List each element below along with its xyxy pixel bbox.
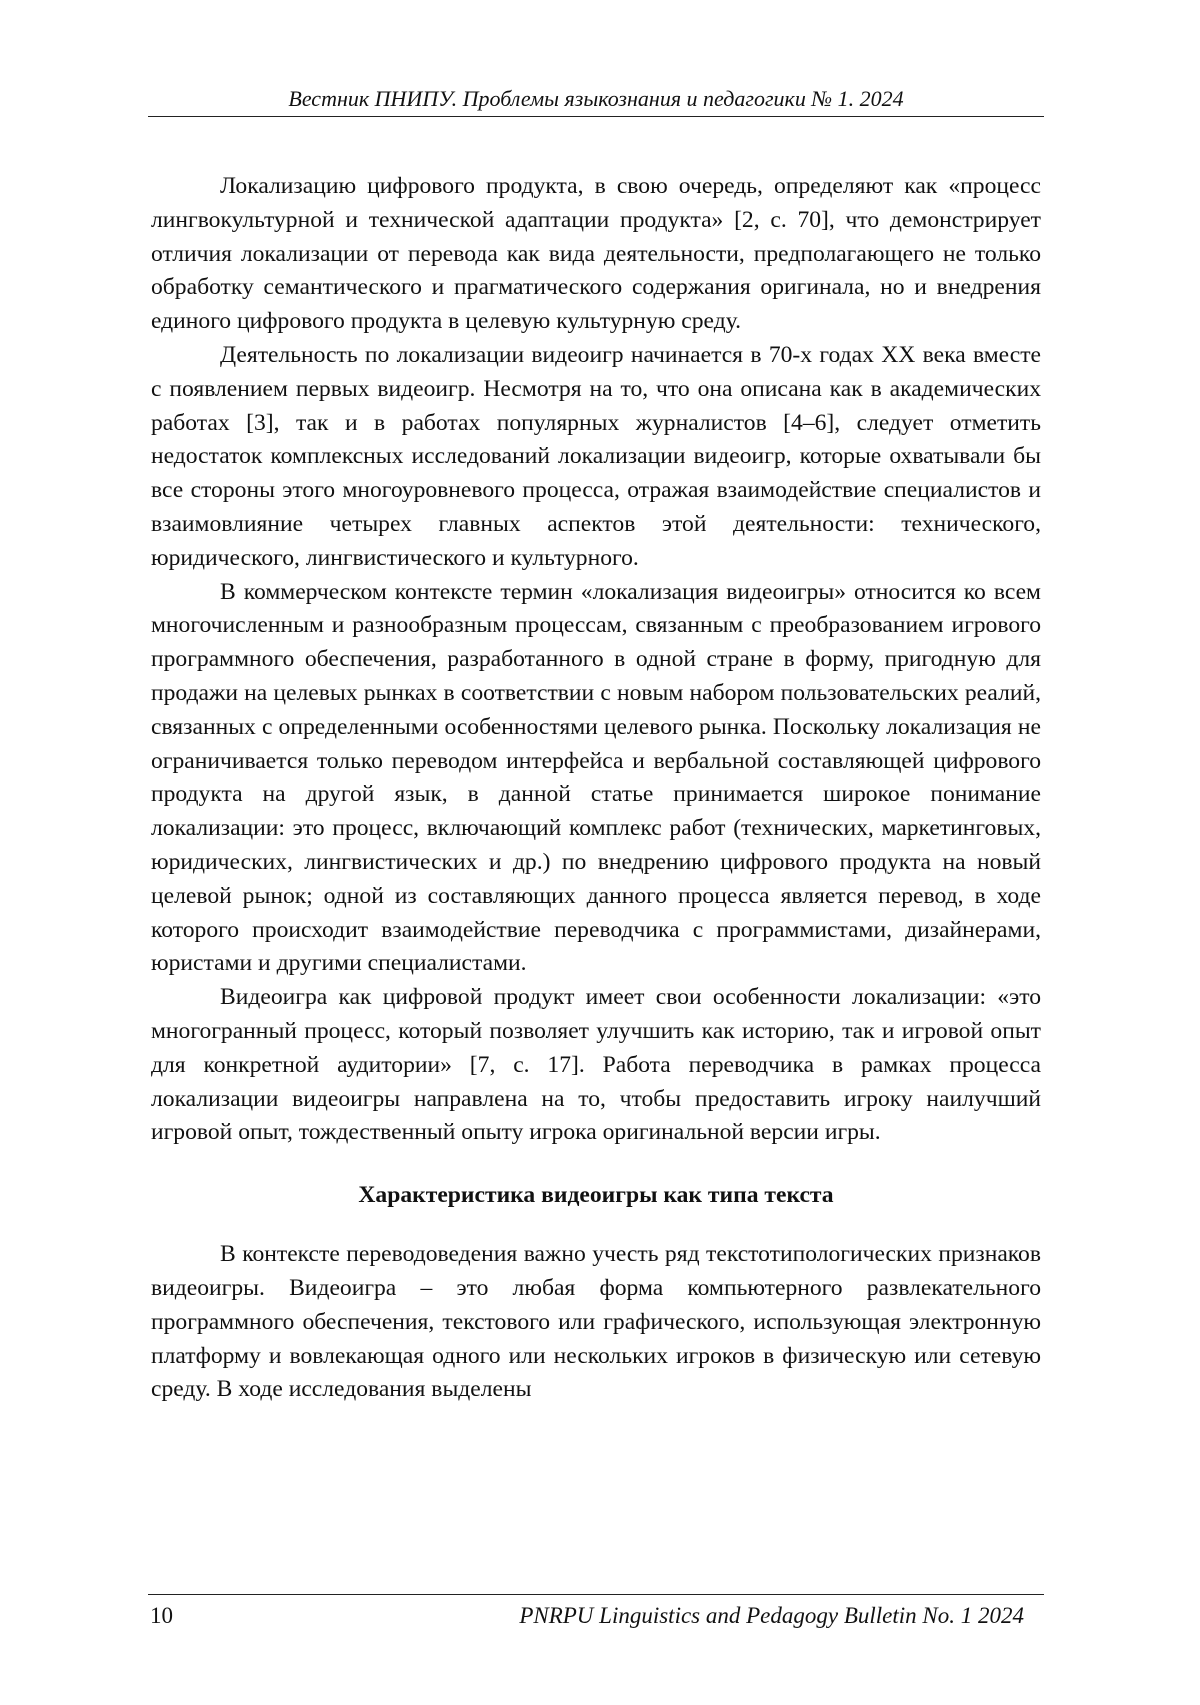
paragraph: В коммерческом контексте термин «локализация видеоигры» относится ко всем многочисленным и разнообразным процессам, связанным с преобразованием игрового программного обеспечения, разработанного в одной стране в форму, пригодную для продажи на целевых рынках в соответствии с новым набором пользовательских реалий, связанных с определенными особенностями целевого рынка. Поскольку локализация не ограничивается только переводом интерфейса и вербальной составляющей цифрового продукта на другой язык, в данной статье принимается широкое понимание локализации: это процесс, включающий комплекс работ (технических, маркетинговых, юридических, лингвистических и др.) по внедрению цифрового продукта на новый целевой рынок; одной из составляющих данного процесса является перевод, в ходе которого происходит взаимодействие переводчика с программистами, дизайнерами, юристами и другими специалистами. bbox=[151, 578, 1041, 977]
journal-title-footer: PNRPU Linguistics and Pedagogy Bulletin No. 1 2024 bbox=[519, 1603, 1024, 1628]
paragraph: Деятельность по локализации видеоигр начинается в 70-х годах XX века вместе с появлением первых видеоигр. Несмотря на то, что она описана как в академических работах [3], так и в работах популярных журналистов [4–6], следует отметить недостаток комплексных исследований локализации видеоигр, которые охватывали бы все стороны этого многоуровневого процесса, отражая взаимодействие специалистов и взаимовлияние четырех главных аспектов этой деятельности: технического, юридического, лингвистического и культурного. bbox=[151, 341, 1041, 571]
journal-title-header: Вестник ПНИПУ. Проблемы языкознания и педагогики № 1. 2024 bbox=[288, 86, 904, 111]
paragraph: Локализацию цифрового продукта, в свою очередь, определяют как «процесс лингвокультурной и технической адаптации продукта» [2, с. 70], что демонстрирует отличия локализации от перевода как вида деятельности, предполагающего не только обработку семантического и прагматического содержания оригинала, но и внедрения единого цифрового продукта в целевую культурную среду. bbox=[151, 173, 1041, 335]
running-footer bbox=[148, 1594, 1044, 1629]
paragraph: В контексте переводоведения важно учесть ряд текстотипологических признаков видеоигры. Видеоигра – это любая форма компьютерного развлекательного программного обеспечения, текстового или графического, использующая электронную платформу и вовлекающая одного или нескольких игроков в физическую или сетевую среду. В ходе исследования выделены bbox=[151, 1241, 1041, 1403]
paragraph: Видеоигра как цифровой продукт имеет свои особенности локализации: «это многогранный процесс, который позволяет улучшить как историю, так и игровой опыт для конкретной аудитории» [7, с. 17]. Работа переводчика в рамках процесса локализации видеоигры направлена на то, чтобы предоставить игроку наилучший игровой опыт, тождественный опыту игрока оригинальной версии игры. bbox=[151, 984, 1041, 1146]
page-number: 10 bbox=[150, 1603, 173, 1628]
running-header bbox=[148, 84, 1044, 117]
article-body bbox=[151, 170, 1041, 1407]
section-heading: Характеристика видеоигры как типа текста bbox=[358, 1182, 834, 1209]
